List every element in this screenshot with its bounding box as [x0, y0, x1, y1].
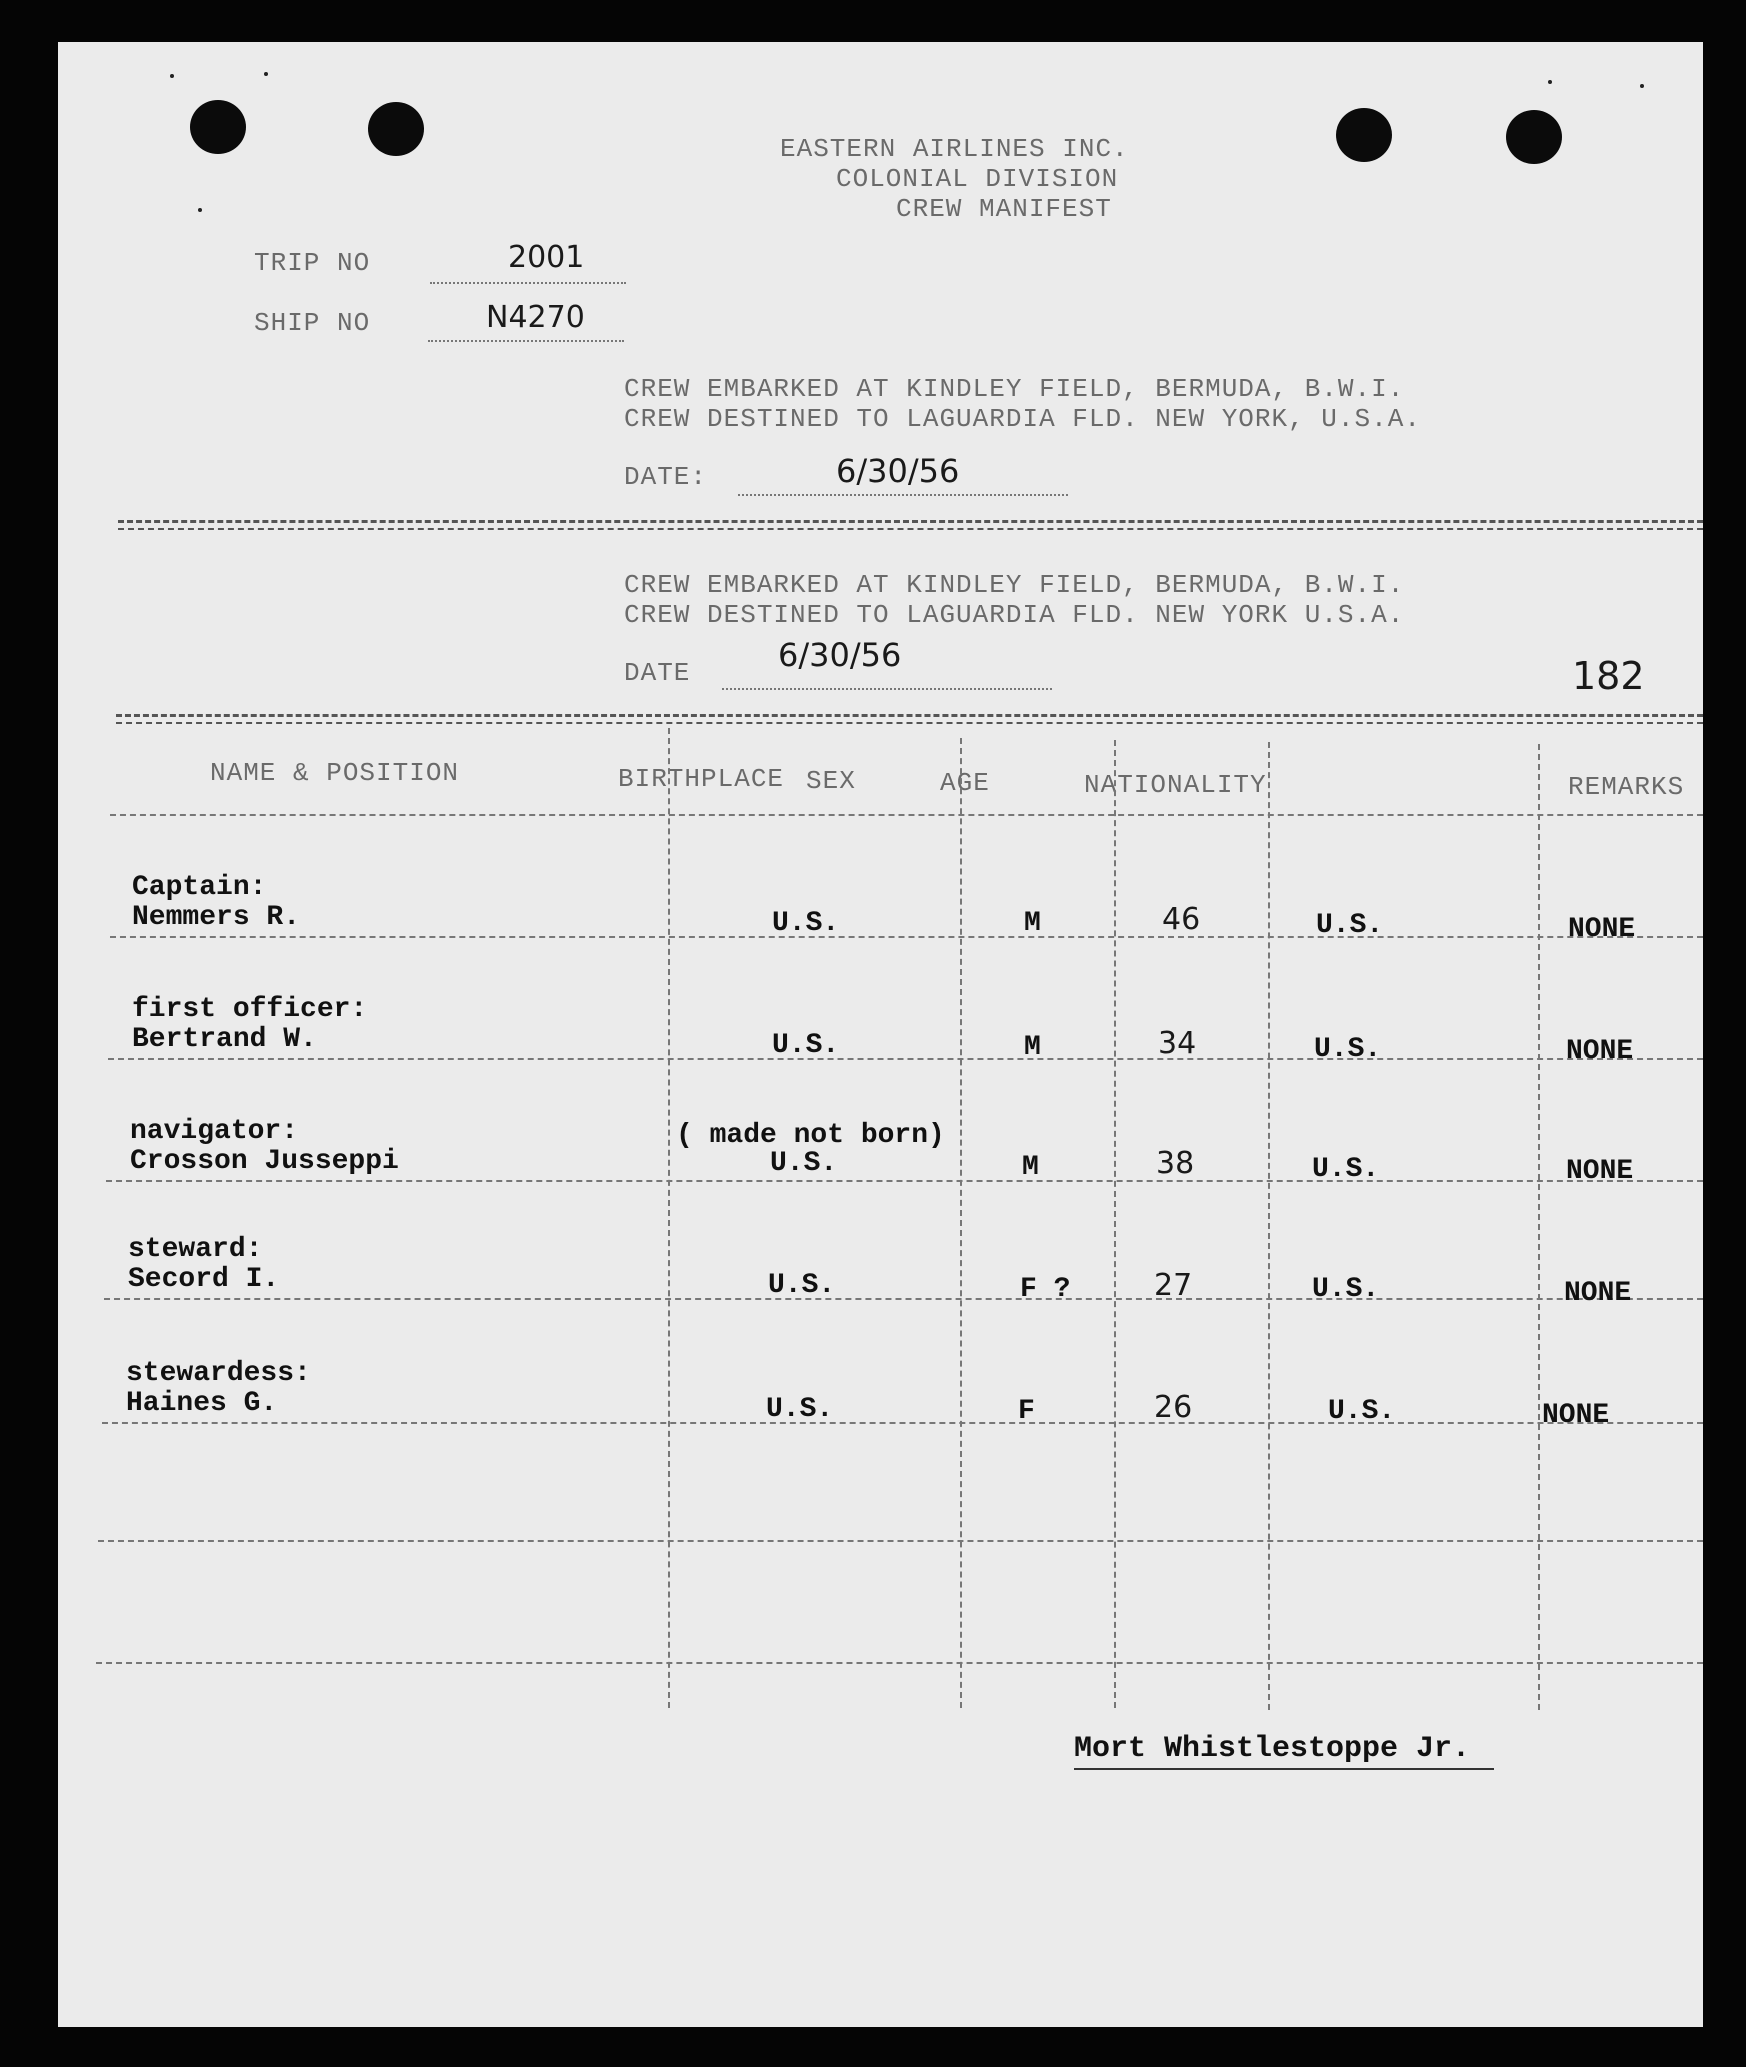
crew-name: Crosson Jusseppi — [130, 1146, 399, 1177]
crew-nationality: U.S. — [1328, 1396, 1396, 1427]
row-line — [98, 1540, 1703, 1542]
column-divider — [668, 728, 670, 1708]
embarked-line-1: CREW EMBARKED AT KINDLEY FIELD, BERMUDA, B.W.I. — [624, 374, 1405, 404]
row-line — [96, 1662, 1703, 1664]
crew-nationality: U.S. — [1312, 1274, 1380, 1305]
crew-position: stewardess: — [126, 1358, 311, 1389]
crew-sex: M — [1022, 1152, 1039, 1183]
header-sex: SEX — [806, 766, 856, 796]
crew-position: steward: — [128, 1234, 263, 1265]
embarked-line-2: CREW EMBARKED AT KINDLEY FIELD, BERMUDA, B.W.I. — [624, 570, 1405, 600]
ship-underline — [428, 340, 624, 342]
signature: Mort Whistlestoppe Jr. — [1074, 1732, 1471, 1766]
crew-remarks: NONE — [1542, 1400, 1610, 1431]
crew-remarks: NONE — [1568, 914, 1636, 945]
punch-hole — [1336, 108, 1392, 162]
table-top-rule — [116, 722, 1703, 724]
header-age: AGE — [940, 768, 990, 798]
header-bottom-line — [110, 814, 1703, 816]
crew-birthplace: U.S. — [770, 1148, 838, 1179]
date-label-2: DATE — [624, 658, 691, 688]
table-top-rule — [116, 714, 1703, 717]
header-name-position: NAME & POSITION — [210, 758, 460, 788]
manifest-page — [58, 42, 1703, 2027]
speck — [198, 208, 202, 212]
date-value-1: 6/30/56 — [836, 452, 960, 490]
row-line — [110, 936, 1703, 938]
crew-name: Haines G. — [126, 1388, 278, 1419]
birthplace-note: ( made not born) — [676, 1120, 945, 1151]
crew-age: 26 — [1154, 1390, 1193, 1425]
crew-nationality: U.S. — [1312, 1154, 1380, 1185]
header-remarks: REMARKS — [1568, 772, 1685, 802]
ship-value: N4270 — [486, 300, 585, 335]
column-divider — [1268, 742, 1270, 1710]
crew-birthplace: U.S. — [768, 1270, 836, 1301]
speck — [1548, 80, 1552, 84]
trip-value: 2001 — [508, 240, 585, 275]
crew-age: 27 — [1154, 1268, 1193, 1303]
row-line — [104, 1298, 1703, 1300]
section-divider — [118, 520, 1703, 523]
crew-name: Bertrand W. — [132, 1024, 317, 1055]
crew-remarks: NONE — [1566, 1036, 1634, 1067]
header-nationality: NATIONALITY — [1084, 770, 1267, 800]
column-divider — [960, 738, 962, 1708]
column-divider — [1538, 744, 1540, 1710]
section-divider — [118, 528, 1703, 530]
crew-birthplace: U.S. — [772, 908, 840, 939]
speck — [1640, 84, 1644, 88]
destined-line-2: CREW DESTINED TO LAGUARDIA FLD. NEW YORK U.S.A. — [624, 600, 1405, 630]
date-value-2: 6/30/56 — [778, 636, 902, 674]
punch-hole — [368, 102, 424, 156]
crew-nationality: U.S. — [1314, 1034, 1382, 1065]
row-line — [106, 1180, 1703, 1182]
crew-birthplace: U.S. — [766, 1394, 834, 1425]
crew-age: 38 — [1156, 1146, 1195, 1181]
crew-birthplace: U.S. — [772, 1030, 840, 1061]
crew-nationality: U.S. — [1316, 910, 1384, 941]
company-name: EASTERN AIRLINES INC. — [780, 134, 1129, 164]
division-name: COLONIAL DIVISION — [836, 164, 1119, 194]
punch-hole — [190, 100, 246, 154]
crew-remarks: NONE — [1564, 1278, 1632, 1309]
crew-position: navigator: — [130, 1116, 299, 1147]
crew-position: Captain: — [132, 872, 267, 903]
date-label-1: DATE: — [624, 462, 708, 492]
crew-age: 46 — [1162, 902, 1201, 937]
crew-remarks: NONE — [1566, 1156, 1634, 1187]
crew-sex: F — [1018, 1396, 1035, 1427]
crew-sex: M — [1024, 908, 1041, 939]
row-line — [102, 1422, 1703, 1424]
signature-underline — [1074, 1768, 1494, 1770]
trip-underline — [430, 282, 626, 284]
speck — [170, 74, 174, 78]
date-underline-1 — [738, 494, 1068, 496]
date-underline-2 — [722, 688, 1052, 690]
crew-name: Secord I. — [128, 1264, 280, 1295]
speck — [264, 72, 268, 76]
row-line — [108, 1058, 1703, 1060]
trip-label: TRIP NO — [254, 248, 371, 278]
crew-sex: M — [1024, 1032, 1041, 1063]
crew-sex: F ? — [1020, 1274, 1071, 1305]
ship-label: SHIP NO — [254, 308, 371, 338]
crew-age: 34 — [1158, 1026, 1197, 1061]
column-divider — [1114, 740, 1116, 1708]
page-number: 182 — [1572, 654, 1645, 698]
punch-hole — [1506, 110, 1562, 164]
crew-name: Nemmers R. — [132, 902, 301, 933]
crew-position: first officer: — [132, 994, 368, 1025]
destined-line-1: CREW DESTINED TO LAGUARDIA FLD. NEW YORK, U.S.A. — [624, 404, 1421, 434]
document-title: CREW MANIFEST — [896, 194, 1112, 224]
header-birthplace: BIRTHPLACE — [618, 764, 785, 794]
